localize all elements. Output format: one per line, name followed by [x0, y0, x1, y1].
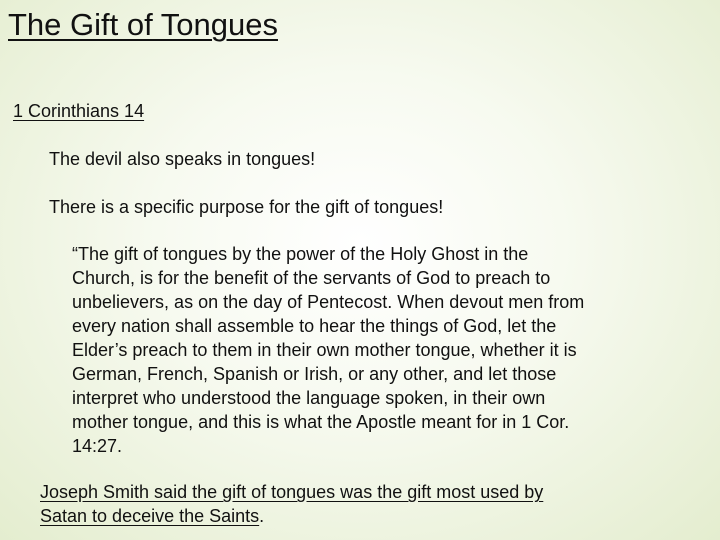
joseph-smith-quote	[72, 242, 712, 458]
quote-line: Church, is for the benefit of the servants of God to preach to	[72, 268, 551, 288]
slide-title: The Gift of Tongues	[8, 7, 278, 42]
quote-line: Elder’s preach to them in their own mother tongue, whether it is	[72, 340, 577, 360]
quote-line: 14:27.	[72, 436, 123, 456]
quote-line: every nation shall assemble to hear the things of God, let the	[72, 316, 557, 336]
quote-line: mother tongue, and this is what the Apostle meant for in 1 Cor.	[72, 412, 570, 432]
quote-line: unbelievers, as on the day of Pentecost. When devout men from	[72, 292, 585, 312]
conclusion-period: .	[259, 506, 265, 526]
bullet-specific-purpose: There is a specific purpose for the gift of tongues!	[49, 197, 444, 217]
quote-line: “The gift of tongues by the power of the Holy Ghost in the	[72, 244, 529, 264]
quote-line: interpret who understood the language spoken, in their own	[72, 388, 546, 408]
bullet-devil-tongues: The devil also speaks in tongues!	[49, 149, 316, 169]
conclusion-line-1: Joseph Smith said the gift of tongues was the gift most used by	[40, 482, 544, 502]
conclusion-line-2: Satan to deceive the Saints	[40, 506, 260, 526]
scripture-reference-heading: 1 Corinthians 14	[13, 101, 145, 121]
quote-line: German, French, Spanish or Irish, or any other, and let those	[72, 364, 557, 384]
conclusion-statement	[40, 480, 680, 528]
